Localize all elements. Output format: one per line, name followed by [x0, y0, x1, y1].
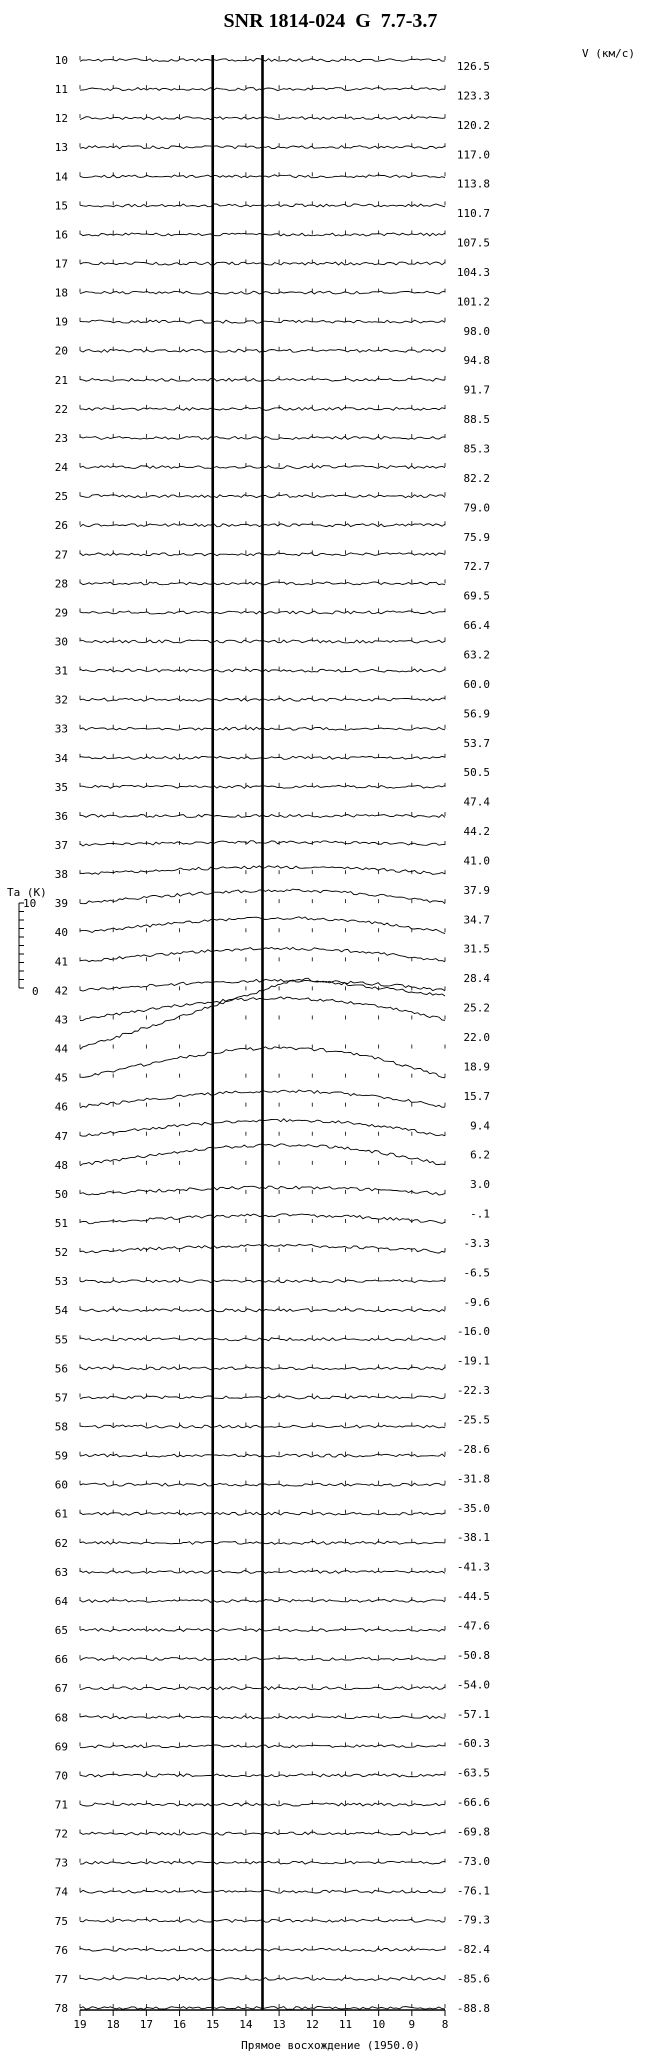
- velocity-label: 110.7: [456, 207, 490, 221]
- velocity-label: 22.0: [463, 1031, 490, 1044]
- velocity-label: 60.0: [463, 677, 490, 691]
- channel-label: 70: [54, 1769, 68, 1783]
- velocity-label: 9.4: [470, 1119, 490, 1133]
- channel-label: 24: [54, 461, 68, 475]
- x-tick-label: 13: [272, 2018, 286, 2031]
- velocity-label: -6.5: [463, 1266, 490, 1280]
- amplitude-scale-max: 10: [23, 897, 37, 910]
- channel-label: 75: [54, 1914, 68, 1928]
- velocity-label: -25.5: [456, 1413, 490, 1427]
- channel-label: 37: [54, 839, 68, 853]
- velocity-label: -22.3: [456, 1384, 490, 1398]
- channel-label: 35: [54, 780, 68, 794]
- channel-label: 20: [54, 344, 68, 358]
- velocity-label: -41.3: [456, 1560, 490, 1574]
- channel-label: 25: [54, 490, 68, 504]
- channel-label: 60: [54, 1478, 68, 1492]
- channel-label: 43: [54, 1013, 68, 1027]
- velocity-label: -66.6: [456, 1796, 490, 1810]
- velocity-label: -54.0: [456, 1678, 490, 1692]
- channel-label: 52: [54, 1246, 68, 1260]
- channel-label: 31: [54, 664, 68, 678]
- velocity-label: 56.9: [463, 707, 490, 721]
- channel-label: 23: [54, 431, 68, 445]
- x-tick-label: 14: [239, 2018, 253, 2031]
- channel-label: 45: [54, 1071, 68, 1085]
- channel-label: 54: [54, 1304, 68, 1318]
- channel-label: 73: [54, 1856, 68, 1870]
- amplitude-scale-min: 0: [32, 985, 39, 998]
- x-tick-label: 16: [172, 2018, 187, 2031]
- velocity-label: 91.7: [463, 383, 490, 397]
- channel-labels: [55, 54, 69, 2015]
- velocity-labels: [457, 60, 490, 2015]
- velocity-label: 25.2: [463, 1001, 490, 1015]
- velocity-label: 31.5: [463, 942, 490, 956]
- velocity-label: 98.0: [463, 324, 490, 338]
- velocity-label: -63.5: [456, 1766, 490, 1780]
- channel-label: 30: [54, 635, 68, 649]
- channel-label: 13: [54, 141, 68, 155]
- channel-label: 42: [54, 984, 68, 998]
- channel-label: 38: [54, 868, 68, 882]
- velocity-label: -57.1: [456, 1707, 490, 1721]
- channel-label: 72: [54, 1827, 68, 1841]
- velocity-label: -88.8: [456, 2002, 490, 2015]
- channel-label: 19: [54, 315, 68, 329]
- channel-label: 12: [54, 112, 68, 126]
- channel-label: 17: [54, 257, 68, 271]
- channel-label: 55: [54, 1333, 68, 1347]
- velocity-label: -3.3: [463, 1236, 490, 1250]
- channel-label: 28: [54, 577, 68, 591]
- channel-label: 18: [54, 286, 68, 300]
- velocity-label: 126.5: [456, 60, 490, 73]
- velocity-label: 28.4: [463, 972, 490, 986]
- x-tick-label: 12: [305, 2018, 319, 2031]
- velocity-label: -.1: [470, 1207, 490, 1221]
- velocity-label: -47.6: [456, 1619, 490, 1633]
- velocity-label: -28.6: [456, 1442, 490, 1456]
- channel-label: 61: [54, 1507, 68, 1521]
- velocity-label: -35.0: [456, 1501, 490, 1515]
- channel-label: 39: [54, 897, 68, 911]
- velocity-label: 47.4: [463, 795, 490, 809]
- velocity-label: -60.3: [456, 1737, 490, 1751]
- velocity-label: -19.1: [456, 1354, 490, 1368]
- channel-label: 64: [54, 1594, 68, 1608]
- channel-label: 16: [54, 228, 68, 242]
- velocity-label: -50.8: [456, 1648, 490, 1662]
- velocity-label: -85.6: [456, 1972, 490, 1986]
- x-tick-label: 11: [338, 2018, 353, 2031]
- channel-label: 11: [54, 83, 68, 97]
- channel-label: 46: [54, 1100, 68, 1114]
- channel-label: 58: [54, 1420, 68, 1434]
- channel-label: 47: [54, 1129, 68, 1143]
- x-tick-label: 17: [139, 2018, 153, 2031]
- x-tick-label: 18: [106, 2018, 120, 2031]
- velocity-label: -44.5: [456, 1590, 490, 1604]
- velocity-axis-label: V (км/с): [582, 47, 635, 60]
- velocity-label: -9.6: [463, 1295, 490, 1309]
- velocity-label: 37.9: [463, 883, 490, 897]
- channel-label: 67: [54, 1682, 68, 1696]
- x-tick-label: 15: [206, 2018, 220, 2031]
- velocity-label: 113.8: [456, 177, 490, 191]
- velocity-label: 15.7: [463, 1089, 490, 1103]
- velocity-label: -31.8: [456, 1472, 490, 1486]
- channel-label: 41: [54, 955, 68, 969]
- velocity-label: 82.2: [463, 471, 490, 485]
- velocity-label: -82.4: [456, 1943, 490, 1957]
- marker-lines: [213, 55, 263, 2010]
- channel-label: 50: [54, 1187, 68, 1201]
- channel-label: 71: [54, 1798, 68, 1812]
- velocity-label: 88.5: [463, 413, 490, 427]
- velocity-label: -38.1: [456, 1531, 490, 1545]
- velocity-label: -16.0: [456, 1325, 490, 1339]
- velocity-label: 6.2: [470, 1148, 490, 1162]
- channel-label: 53: [54, 1275, 68, 1289]
- channel-label: 40: [54, 926, 68, 940]
- velocity-label: -79.3: [456, 1913, 490, 1927]
- channel-label: 14: [54, 170, 68, 184]
- channel-label: 36: [54, 809, 68, 823]
- channel-label: 69: [54, 1740, 68, 1754]
- velocity-label: 94.8: [463, 354, 490, 368]
- velocity-label: 120.2: [456, 118, 490, 132]
- velocity-label: 41.0: [463, 854, 490, 868]
- channel-label: 48: [54, 1158, 68, 1172]
- chart-title: SNR 1814-024 G 7.7-3.7: [223, 10, 438, 32]
- x-tick-label: 9: [408, 2018, 416, 2031]
- channel-label: 65: [54, 1624, 68, 1638]
- channel-label: 62: [54, 1536, 68, 1550]
- x-tick-label: 10: [372, 2018, 386, 2031]
- amplitude-scale-bar: [19, 903, 24, 988]
- amplitude-scale-label: Ta (K): [7, 886, 47, 899]
- channel-label: 33: [54, 722, 68, 736]
- channel-label: 57: [54, 1391, 68, 1405]
- velocity-label: 3.0: [470, 1178, 490, 1192]
- velocity-label: 34.7: [463, 913, 490, 927]
- x-axis-label: Прямое восхождение (1950.0): [241, 2039, 420, 2052]
- velocity-label: 85.3: [463, 442, 490, 456]
- channel-label: 77: [54, 1972, 68, 1986]
- velocity-label: 44.2: [463, 825, 490, 839]
- channel-label: 74: [54, 1885, 68, 1899]
- channel-label: 56: [54, 1362, 68, 1376]
- channel-label: 10: [54, 54, 68, 67]
- velocity-label: -69.8: [456, 1825, 490, 1839]
- velocity-label: 18.9: [463, 1060, 490, 1074]
- velocity-label: 79.0: [463, 501, 490, 515]
- channel-label: 44: [54, 1042, 68, 1056]
- channel-label: 63: [54, 1565, 68, 1579]
- channel-label: 68: [54, 1711, 68, 1725]
- velocity-label: 50.5: [463, 766, 490, 780]
- velocity-label: 117.0: [456, 148, 490, 162]
- velocity-label: 107.5: [456, 236, 490, 250]
- velocity-label: 101.2: [456, 295, 490, 309]
- channel-label: 78: [54, 2002, 68, 2015]
- channel-label: 29: [54, 606, 68, 620]
- x-tick-label: 8: [441, 2018, 449, 2031]
- velocity-label: 69.5: [463, 589, 490, 603]
- channel-label: 32: [54, 693, 68, 707]
- velocity-label: 123.3: [456, 89, 490, 103]
- channel-label: 26: [54, 519, 68, 533]
- velocity-label: 72.7: [463, 560, 490, 574]
- velocity-label: 53.7: [463, 736, 490, 750]
- x-axis: [73, 2010, 448, 2031]
- velocity-label: -73.0: [456, 1854, 490, 1868]
- channel-label: 59: [54, 1449, 68, 1463]
- channel-label: 76: [54, 1943, 68, 1957]
- channel-label: 34: [54, 751, 68, 765]
- channel-label: 51: [54, 1216, 68, 1230]
- channel-label: 22: [54, 402, 68, 416]
- velocity-label: 104.3: [456, 265, 490, 279]
- velocity-label: 75.9: [463, 530, 490, 544]
- channel-label: 15: [54, 199, 68, 213]
- x-tick-label: 19: [73, 2018, 87, 2031]
- velocity-label: 63.2: [463, 648, 490, 662]
- channel-label: 27: [54, 548, 68, 562]
- channel-label: 66: [54, 1653, 68, 1667]
- velocity-label: 66.4: [463, 619, 490, 633]
- channel-label: 21: [54, 373, 68, 387]
- velocity-label: -76.1: [456, 1884, 490, 1898]
